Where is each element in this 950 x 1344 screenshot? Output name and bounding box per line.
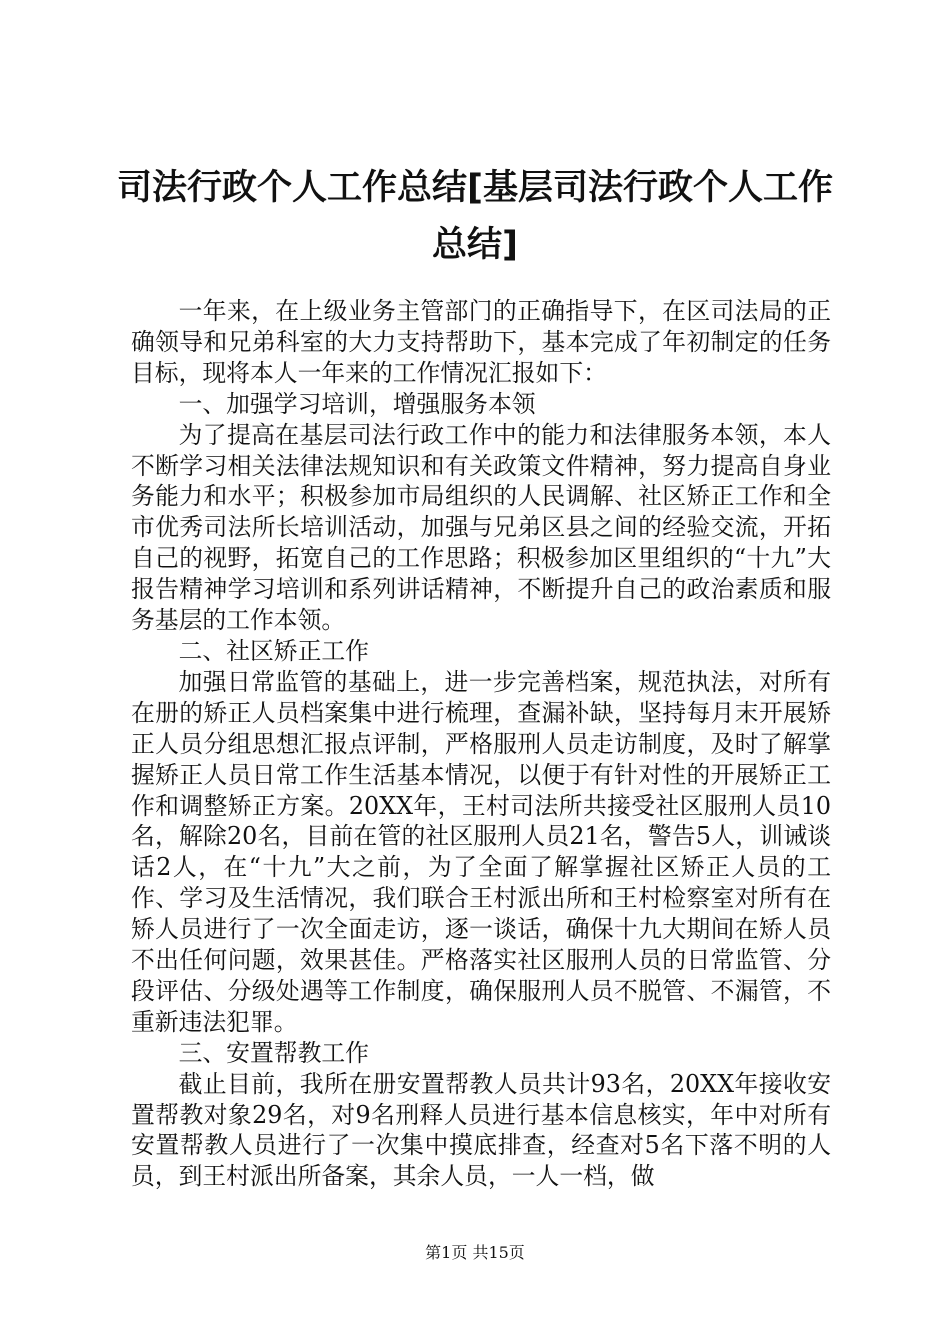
section-3-paragraph: 截止目前，我所在册安置帮教人员共计93名，20XX年接收安置帮教对象29名，对9名刑释人员进行基本信息核实，年中对所有安置帮教人员进行了一次集中摸底排查，经查对5名下落不明的人员，到王村派出所备案，其余人员，一人一档，做	[131, 1069, 831, 1191]
section-heading-1: 一、加强学习培训，增强服务本领	[178, 389, 536, 418]
intro-paragraph: 一年来，在上级业务主管部门的正确指导下，在区司法局的正确领导和兄弟科室的大力支持帮助下，基本完成了年初制定的任务目标，现将本人一年来的工作情况汇报如下：	[131, 297, 831, 387]
section-heading-3: 三、安置帮教工作	[178, 1038, 369, 1067]
section-2-paragraph: 加强日常监管的基础上，进一步完善档案，规范执法，对所有在册的矫正人员档案集中进行梳理，查漏补缺，坚持每月末开展矫正人员分组思想汇报点评制，严格服刑人员走访制度，及时了解掌握矫正人员日常工作生活基本情况，以便于有针对性的开展矫正工作和调整矫正方案。20XX年，王村司法所共接受社区服刑人员10名，解除20名，目前在管的社区服刑人员21名，警告5人，训诫谈话2人，在“十九”大之前，为了全面了解掌握社区矫正人员的工作、学习及生活情况，我们联合王村派出所和王村检察室对所有在矫人员进行了一次全面走访，逐一谈话，确保十九大期间在矫人员不出任何问题，效果甚佳。严格落实社区服刑人员的日常监管、分段评估、分级处遇等工作制度，确保服刑人员不脱管、不漏管，不重新违法犯罪。	[131, 667, 831, 1036]
section-1-paragraph: 为了提高在基层司法行政工作中的能力和法律服务本领，本人不断学习相关法律法规知识和有关政策文件精神，努力提高自身业务能力和水平；积极参加市局组织的人民调解、社区矫正工作和全市优秀司法所长培训活动，加强与兄弟区县之间的经验交流，开拓自己的视野，拓宽自己的工作思路；积极参加区里组织的“十九”大报告精神学习培训和系列讲话精神，不断提升自己的政治素质和服务基层的工作本领。	[131, 420, 831, 635]
page-footer: 第1页 共15页	[425, 1243, 525, 1262]
section-heading-2: 二、社区矫正工作	[178, 636, 369, 665]
document-body	[131, 296, 831, 1192]
document-title: 司法行政个人工作总结[基层司法行政个人工作总结]	[117, 168, 833, 265]
